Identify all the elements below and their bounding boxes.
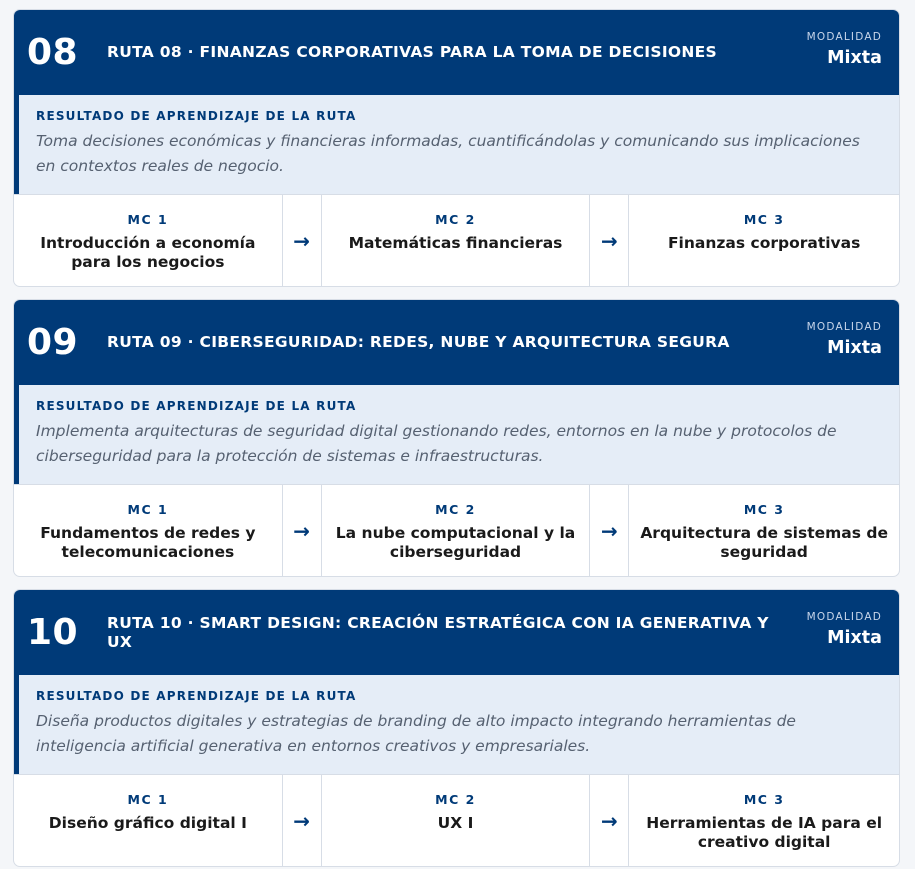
route-title: RUTA 09 · CIBERSEGURIDAD: REDES, NUBE Y ARQUITECTURA SEGURA xyxy=(107,333,730,351)
mc-item xyxy=(14,195,282,286)
mc-sequence xyxy=(14,484,899,576)
mc-label: MC 1 xyxy=(127,792,169,807)
mc-name: Arquitectura de sistemas de seguridad xyxy=(640,524,888,561)
result-label: RESULTADO DE APRENDIZAJE DE LA RUTA xyxy=(36,109,357,123)
route-card xyxy=(13,589,900,867)
route-number: 10 xyxy=(27,612,79,653)
modalidad-value: Mixta xyxy=(827,338,882,358)
mc-name: Herramientas de IA para el creativo digital xyxy=(646,814,883,851)
mc-name: UX I xyxy=(437,814,474,832)
mc-item xyxy=(629,775,899,866)
route-card xyxy=(13,9,900,287)
learning-result xyxy=(14,675,899,774)
mc-label: MC 1 xyxy=(127,212,169,227)
modalidad-block xyxy=(807,321,882,358)
mc-label: MC 2 xyxy=(435,502,476,517)
modalidad-label: MODALIDAD xyxy=(806,611,882,623)
route-header xyxy=(14,300,899,385)
result-text: Toma decisiones económicas y financieras informadas, cuantificándolas y comunicando sus implicaciones en contextos reales de negocio. xyxy=(36,132,860,175)
mc-item xyxy=(629,195,899,286)
route-header xyxy=(14,590,899,675)
mc-item xyxy=(322,485,590,576)
mc-item xyxy=(14,485,282,576)
mc-name: Fundamentos de redes y telecomunicaciones xyxy=(40,524,256,561)
modalidad-value: Mixta xyxy=(827,628,882,648)
result-label: RESULTADO DE APRENDIZAJE DE LA RUTA xyxy=(36,689,357,703)
modalidad-block xyxy=(807,611,882,648)
mc-item xyxy=(14,775,282,866)
arrow-right-icon: → xyxy=(282,485,322,576)
arrow-right-icon: → xyxy=(282,195,322,286)
mc-name: Diseño gráfico digital I xyxy=(48,814,247,832)
mc-name: La nube computacional y la ciberseguridad xyxy=(335,524,576,561)
route-number: 08 xyxy=(27,32,79,73)
mc-label: MC 3 xyxy=(743,212,785,227)
mc-label: MC 3 xyxy=(743,502,785,517)
mc-item xyxy=(629,485,899,576)
route-title: RUTA 10 · SMART DESIGN: CREACIÓN ESTRATÉGICA CON IA GENERATIVA Y UX xyxy=(107,613,769,651)
mc-name: Matemáticas financieras xyxy=(348,234,563,252)
result-text: Diseña productos digitales y estrategias de branding de alto impacto integrando herramientas de inteligencia artificial generativa en entornos creativos y empresariales. xyxy=(36,712,796,755)
route-card xyxy=(13,299,900,577)
route-header xyxy=(14,10,899,95)
route-title: RUTA 08 · FINANZAS CORPORATIVAS PARA LA TOMA DE DECISIONES xyxy=(107,43,717,61)
mc-item xyxy=(322,195,590,286)
arrow-right-icon: → xyxy=(589,775,629,866)
mc-item xyxy=(322,775,590,866)
mc-sequence xyxy=(14,194,899,286)
arrow-right-icon: → xyxy=(589,195,629,286)
result-label: RESULTADO DE APRENDIZAJE DE LA RUTA xyxy=(36,399,357,413)
learning-result xyxy=(14,95,899,194)
mc-label: MC 3 xyxy=(743,792,785,807)
result-text: Implementa arquitecturas de seguridad digital gestionando redes, entornos en la nube y protocolos de ciberseguridad para la protección de sistemas e infraestructuras. xyxy=(36,422,837,465)
mc-name: Introducción a economía para los negocios xyxy=(40,234,256,271)
learning-result xyxy=(14,385,899,484)
mc-sequence xyxy=(14,774,899,866)
arrow-right-icon: → xyxy=(282,775,322,866)
modalidad-value: Mixta xyxy=(827,48,882,68)
route-number: 09 xyxy=(27,322,79,363)
modalidad-block xyxy=(807,31,882,68)
mc-label: MC 2 xyxy=(435,212,476,227)
modalidad-label: MODALIDAD xyxy=(806,31,882,43)
mc-label: MC 1 xyxy=(127,502,169,517)
arrow-right-icon: → xyxy=(589,485,629,576)
mc-label: MC 2 xyxy=(435,792,476,807)
modalidad-label: MODALIDAD xyxy=(806,321,882,333)
mc-name: Finanzas corporativas xyxy=(667,234,861,252)
